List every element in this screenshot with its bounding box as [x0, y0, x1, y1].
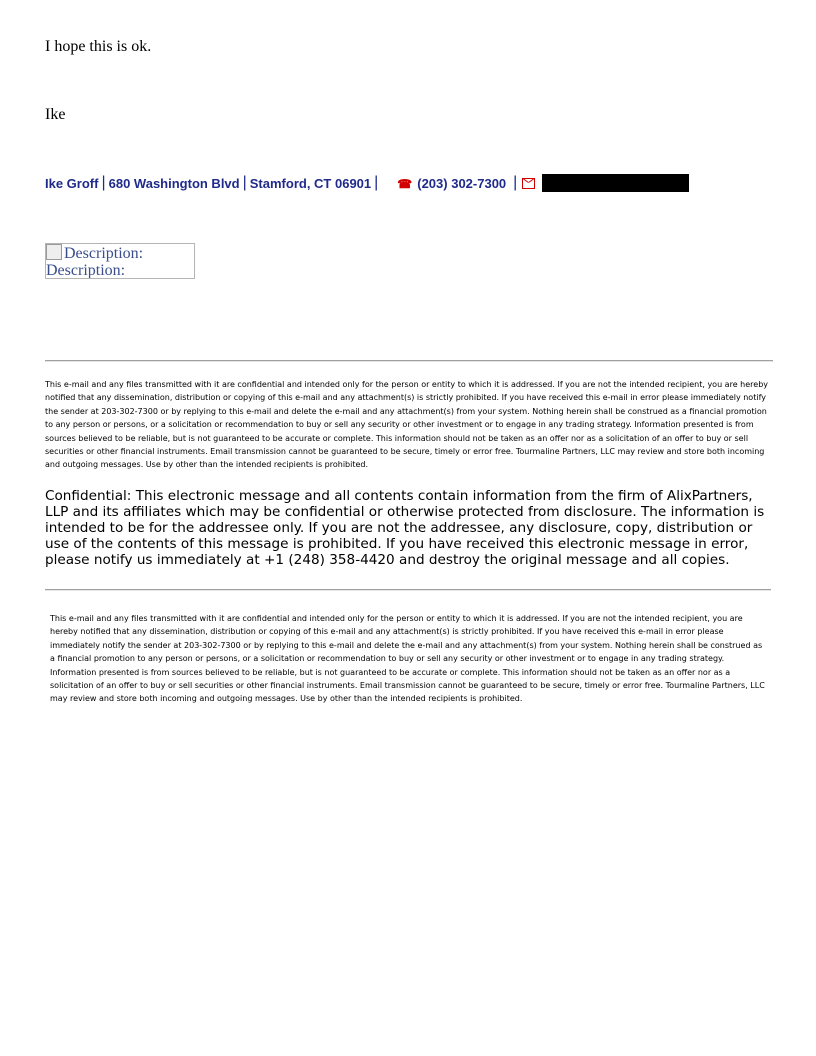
disclaimer-2: This e-mail and any files transmitted with it are confidential and intended only for the person or entity to which it is addressed. If you are not the intended recipient, you are hereby notified that any dissemination, distribution or copying of this e-mail and any attachment(s) is strictly prohibited. If you have received this e-mail in error please immediately notify the sender at 203-302-7300 or by replying to this e-mail and delete the e-mail and any attachment(s) from your system. Nothing herein shall be construed as a financial promotion to any person or persons, or a solicitation or recommendation to buy or sell any security or other investment or to engage in any trading strategy. Information presented is from sources believed to be reliable, but is not guaranteed to be accurate or complete. This information should not be taken as an offer nor as a solicitation of an offer to buy or sell securities or other financial instruments. Email transmission cannot be guaranteed to be secure, timely or error free. Tourmaline Partners, LLC may review and store both incoming and outgoing messages. Use by other than the intended recipients is prohibited. [50, 614, 765, 704]
divider [45, 360, 773, 362]
phone-icon: ☎ [397, 176, 413, 191]
signature-address: 680 Washington Blvd [108, 176, 240, 191]
divider [45, 589, 771, 591]
logo-alt-text-2: Description: [46, 262, 126, 279]
signature-city: Stamford, CT 06901 [249, 176, 372, 191]
signature-phone[interactable]: (203) 302-7300 [417, 176, 507, 191]
separator: | [513, 173, 518, 191]
disclaimer-1: This e-mail and any files transmitted with it are confidential and intended only for the person or entity to which it is addressed. If you are not the intended recipient, you are hereby notified that any dissemination, distribution or copying of this e-mail and any attachment(s) is strictly prohibited. If you have received this e-mail in error please immediately notify the sender at 203-302-7300 or by replying to this e-mail and delete the e-mail and any attachment(s) from your system. Nothing herein shall be construed as a financial promotion to any person or persons, or a solicitation or recommendation to buy or sell any security or other investment or to engage in any trading strategy. Information presented is from sources believed to be reliable, but is not guaranteed to be accurate or complete. This information should not be taken as an offer nor as a solicitation of an offer to buy or sell securities or other financial instruments. Email transmission cannot be guaranteed to be secure, timely or error free. Tourmaline Partners, LLC may review and store both incoming and outgoing messages. Use by other than the intended recipients is prohibited. [45, 380, 768, 470]
logo-alt-text-1: Description: [64, 245, 144, 262]
separator: | [101, 173, 106, 191]
signoff-text: Ike [45, 106, 66, 123]
broken-image-icon [46, 244, 62, 260]
redacted-email [542, 174, 689, 192]
separator: | [242, 173, 247, 191]
greeting-text: I hope this is ok. [45, 38, 152, 55]
envelope-icon [522, 178, 535, 189]
confidentiality-notice: Confidential: This electronic message and all contents contain information from the firm of AlixPartners, LLP and its affiliates which may be confidential or otherwise protected from disclosure. The information is intended to be for the addressee only. If you are not the addressee, any disclosure, copy, distribution or use of the contents of this message is prohibited. If you have received this electronic message in error, please notify us immediately at +1 (248) 358-4420 and destroy the original message and all copies. [45, 488, 765, 568]
signature-bar [45, 174, 539, 193]
logo-image-placeholder [45, 243, 195, 279]
separator: | [374, 173, 379, 191]
signature-name: Ike Groff [45, 176, 99, 191]
